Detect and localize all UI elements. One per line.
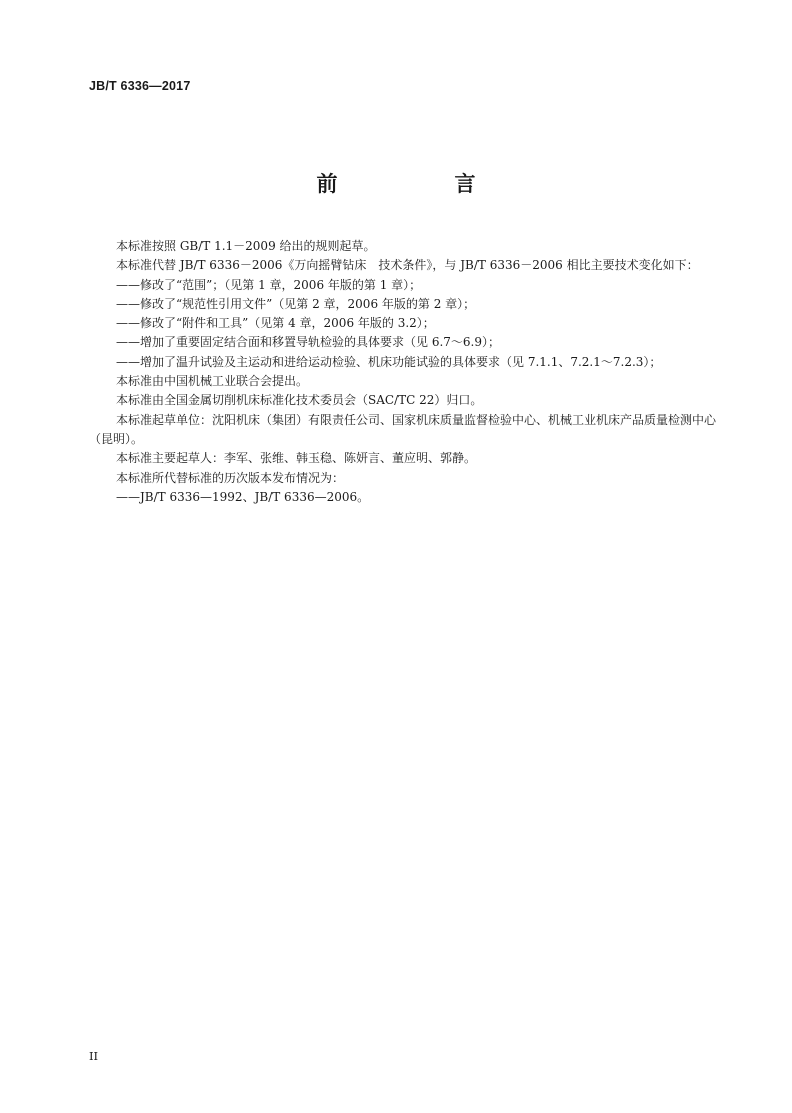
document-code: JB/T 6336—2017 xyxy=(89,79,191,93)
change-item-guideway-inspection: ——增加了重要固定结合面和移置导轨检验的具体要求（见 6.7～6.9）； xyxy=(116,335,500,350)
change-item-references: ——修改了“规范性引用文件”（见第 2 章，2006 年版的第 2 章）； xyxy=(116,296,476,311)
change-item-scope: ——修改了“范围”；（见第 1 章，2006 年版的第 1 章）； xyxy=(116,277,422,292)
foreword-body xyxy=(89,237,725,507)
paragraph-centralized-by: 本标准由全国金属切削机床标准化技术委员会（SAC/TC 22）归口。 xyxy=(116,393,483,408)
page-title: 前 言 xyxy=(316,172,524,196)
paragraph-proposed-by: 本标准由中国机械工业联合会提出。 xyxy=(116,374,309,389)
paragraph-drafting-rules: 本标准按照 GB/T 1.1－2009 给出的规则起草。 xyxy=(116,239,376,253)
page-number: II xyxy=(89,1049,99,1063)
paragraph-version-history: 本标准所代替标准的历次版本发布情况为： xyxy=(116,470,345,485)
version-history-item: ——JB/T 6336—1992、JB/T 6336—2006。 xyxy=(116,489,370,504)
paragraph-replacement: 本标准代替 JB/T 6336－2006《万向摇臂钻床 技术条件》，与 JB/T 6336－2006 相比主要技术变化如下： xyxy=(116,258,699,273)
paragraph-main-drafters: 本标准主要起草人：李军、张维、韩玉稳、陈妍言、董应明、郭静。 xyxy=(116,451,477,466)
change-item-accessories: ——修改了“附件和工具”（见第 4 章，2006 年版的 3.2）； xyxy=(116,316,435,331)
paragraph-drafting-units: 本标准起草单位：沈阳机床（集团）有限责任公司、国家机床质量监督检验中心、机械工业机床产品质量检测中心（昆明）。 xyxy=(89,412,717,446)
change-item-temperature-test: ——增加了温升试验及主运动和进给运动检验、机床功能试验的具体要求（见 7.1.1、7.2.1～7.2.3）； xyxy=(116,354,662,369)
